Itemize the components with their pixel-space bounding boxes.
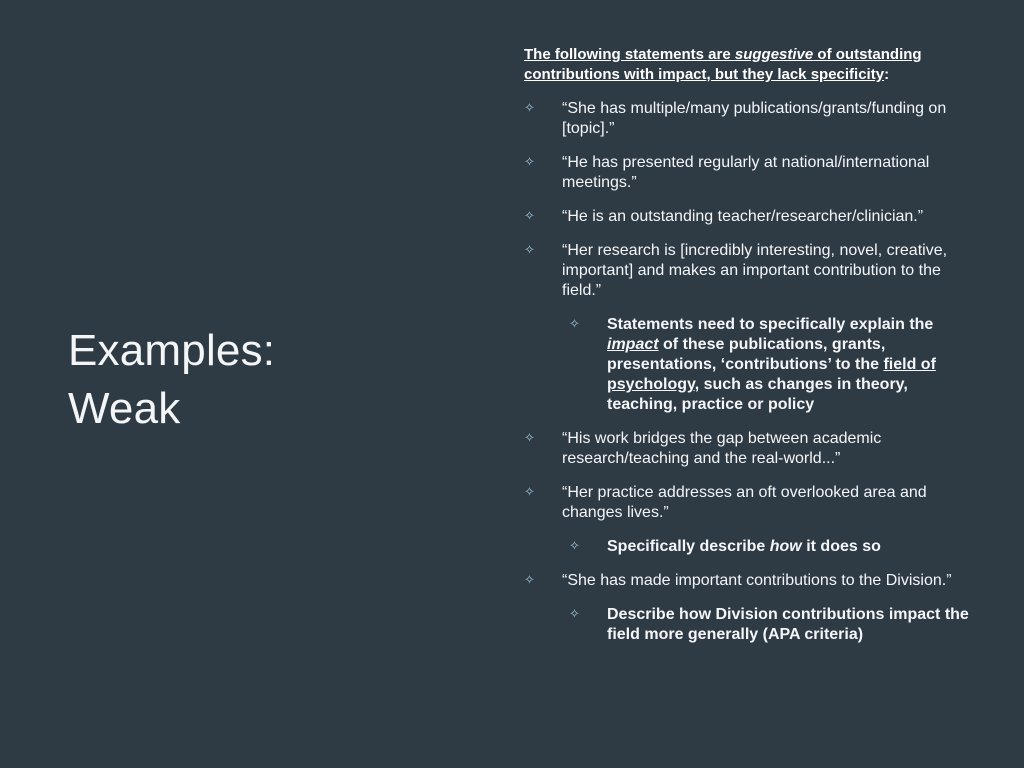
sub-bullet-text-2: of these publications, grants, presentations, ‘contributions’ to the [607, 336, 886, 373]
star-bullet-icon: ✧ [524, 209, 535, 224]
star-bullet-icon: ✧ [524, 485, 535, 500]
bullet-text: “He has presented regularly at national/international meetings.” [562, 154, 930, 191]
bullet-item [524, 483, 974, 523]
bullet-item [524, 99, 974, 139]
star-bullet-icon: ✧ [524, 101, 535, 116]
sub-bullet-text: Describe how Division contributions impact the field more generally (APA criteria) [607, 606, 969, 643]
sub-bullet-text-1: Specifically describe [607, 538, 770, 555]
bullet-item [524, 153, 974, 193]
star-bullet-icon: ✧ [569, 539, 580, 554]
intro-statement [524, 45, 974, 85]
bullet-item [524, 429, 974, 469]
sub-bullet-text-1: Statements need to specifically explain the [607, 316, 934, 333]
bullet-text: “He is an outstanding teacher/researcher/clinician.” [562, 208, 924, 225]
bullet-text: “Her practice addresses an oft overlooked area and changes lives.” [562, 484, 927, 521]
star-bullet-icon: ✧ [524, 573, 535, 588]
star-bullet-icon: ✧ [524, 431, 535, 446]
star-bullet-icon: ✧ [524, 243, 535, 258]
star-bullet-icon: ✧ [524, 155, 535, 170]
intro-text-2: of outstanding contributions with impact, but they lack specificity [524, 46, 922, 83]
intro-colon: : [884, 66, 890, 83]
bullet-item [524, 571, 974, 591]
field-emphasis: field of psychology [607, 356, 936, 393]
sub-bullet-item [569, 537, 974, 557]
bullet-text: “Her research is [incredibly interesting, novel, creative, important] and makes an important contribution to the field.” [562, 242, 948, 299]
content-body [524, 45, 974, 659]
slide-title-line1: Examples: [68, 326, 276, 375]
sub-bullet-item [569, 605, 974, 645]
bullet-text: “She has multiple/many publications/grants/funding on [topic].” [562, 100, 947, 137]
impact-emphasis: impact [607, 336, 659, 353]
intro-emphasis: suggestive [734, 46, 814, 63]
bullet-item [524, 207, 974, 227]
slide-title [68, 322, 448, 438]
intro-text-1: The following statements are [524, 46, 735, 63]
sub-bullet-text-2: it does so [801, 538, 881, 555]
bullet-text: “His work bridges the gap between academic research/teaching and the real-world...” [562, 430, 882, 467]
sub-bullet-text-3: , such as changes in theory, teaching, practice or policy [607, 376, 908, 413]
bullet-text: “She has made important contributions to the Division.” [562, 572, 952, 589]
bullet-item [524, 241, 974, 301]
star-bullet-icon: ✧ [569, 317, 580, 332]
how-emphasis: how [769, 538, 802, 555]
slide-title-line2: Weak [68, 384, 181, 433]
sub-bullet-item [569, 315, 974, 415]
star-bullet-icon: ✧ [569, 607, 580, 622]
